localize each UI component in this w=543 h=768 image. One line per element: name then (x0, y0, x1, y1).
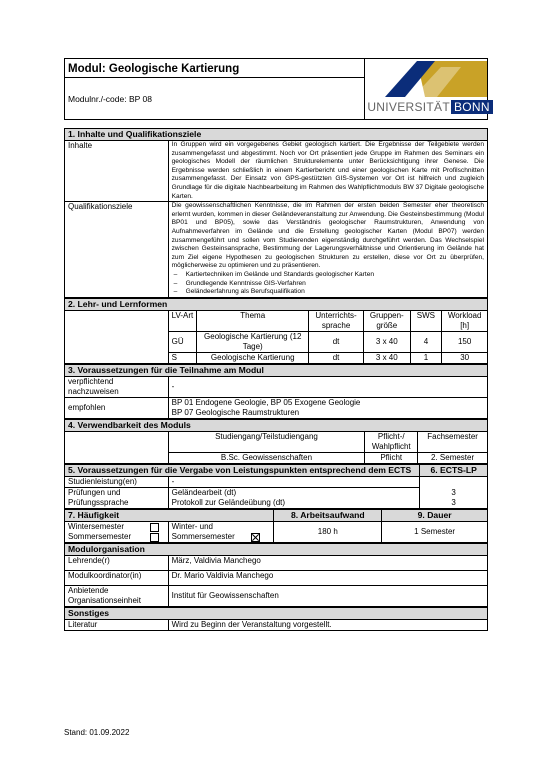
section-8-heading: 8. Arbeitsaufwand (274, 509, 382, 521)
section-3-heading: 3. Voraussetzungen für die Teilnahme am Modul (65, 364, 488, 376)
university-logo (365, 59, 490, 119)
lehrende-label: Lehrende(r) (65, 555, 169, 570)
empfohlen-value: BP 01 Endogene Geologie, BP 05 Exogene Geologie BP 07 Geologische Raumstrukturen (168, 397, 487, 418)
section-5-heading: 5. Voraussetzungen für die Vergabe von Leistungspunkten entsprechend dem ECTS (65, 464, 420, 476)
inhalte-label: Inhalte (65, 141, 169, 202)
literatur-value: Wird zu Beginn der Veranstaltung vorgestellt. (168, 619, 487, 630)
sommersemester-checkbox[interactable] (150, 533, 159, 542)
logo-graphic (365, 59, 488, 99)
col-header-thema: Thema (197, 310, 309, 331)
anbietende-label: Anbietende Organisationseinheit (65, 585, 169, 606)
col-header-gruppe: Gruppen-größe (364, 310, 411, 331)
col-header-sprache: Unterrichts-sprache (309, 310, 364, 331)
qualifikationsziele-text: Die geowissenschaftlichen Kenntnisse, die im Rahmen der ersten beiden Semester eher theoretisch erlernt wurden, kommen in dieser Geländeveranstaltung zur Anwendung. Die Gesteinsbestimmung (Modul BP01 und BP05), sowie das Verständnis geologischer Raumstrukturen, Anwendung von Aufnahmeverfahren im Gelände und die Erstellung geologischer Karten (Modul BP07) werden zusammengeführt und sollen vom Studierenden eigenständig durchgeführt werden. Das Wechselspiel zwischen Gesteinsansprache, Bestimmung der Lagerungsverhältnisse und Orientierung im Gelände hat zum Ziel eigene Hypothesen zu geologischen Strukturen zu erstellen, diese vor Ort zu überprüfen, möglicherweise zu optimieren und zu präsentieren. (171, 202, 484, 270)
col-header-pflicht: Pflicht-/ Wahlpflicht (365, 431, 418, 452)
studienleistung-label: Studienleistung(en) (65, 476, 169, 487)
list-item: – Kartiertechniken im Gelände und Standards geologischer Karten (172, 271, 484, 280)
col-header-studiengang: Studiengang/Teilstudiengang (168, 431, 365, 452)
empfohlen-label: empfohlen (65, 397, 169, 418)
col-header-lv-art: LV-Art (168, 310, 197, 331)
module-description-document (64, 58, 488, 631)
col-header-fachsemester: Fachsemester (418, 431, 488, 452)
section-4-table (64, 419, 488, 464)
semester-options-left: Wintersemester Sommersemester (65, 521, 169, 542)
verpflichtend-label: verpflichtend nachzuweisen (65, 376, 169, 397)
header-table (64, 58, 488, 120)
koordinator-value: Dr. Mario Valdivia Manchego (168, 570, 487, 585)
winter-und-sommersemester-checkbox[interactable] (251, 533, 260, 542)
section-4-heading: 4. Verwendbarkeit des Moduls (65, 419, 488, 431)
code-cell (65, 78, 365, 120)
stand-date: Stand: 01.09.2022 (64, 728, 130, 737)
list-item: – Geländeerfahrung als Berufsqualifikation (172, 288, 484, 297)
section-1-heading: 1. Inhalte und Qualifikationsziele (65, 129, 488, 141)
semester-options-right: Winter- und Sommersemester (168, 521, 274, 542)
col-header-sws: SWS (410, 310, 442, 331)
logo-cell (365, 59, 488, 120)
pruefungen-value: Geländearbeit (dt) Protokoll zur Geländeübung (dt) (168, 487, 420, 508)
section-2-heading: 2. Lehr- und Lernformen (65, 298, 488, 310)
sonstiges-heading: Sonstiges (65, 607, 488, 619)
verwendbarkeit-spacer (65, 431, 169, 463)
ects-values: 3 3 (420, 476, 488, 508)
table-row: GÜ Geologische Kartierung (12 Tage) dt 3 x 40 4 150 (65, 331, 488, 352)
section-7-heading: 7. Häufigkeit (65, 509, 274, 521)
anbietende-value: Institut für Geowissenschaften (168, 585, 487, 606)
koordinator-label: Modulkoordinator(in) (65, 570, 169, 585)
arbeitsaufwand-value: 180 h (274, 521, 382, 542)
verpflichtend-value: - (168, 376, 487, 397)
organisation-heading: Modulorganisation (65, 543, 488, 555)
lehrende-value: März, Valdivia Manchego (168, 555, 487, 570)
table-row: S Geologische Kartierung dt 3 x 40 1 30 (65, 352, 488, 363)
qualifikationsziele-list (172, 271, 484, 297)
literatur-label: Literatur (65, 619, 169, 630)
section-9-heading: 9. Dauer (382, 509, 488, 521)
section-1-table (64, 128, 488, 298)
section-5-table (64, 464, 488, 509)
qualifikationsziele-label: Qualifikationsziele (65, 202, 169, 298)
section-7-table (64, 509, 488, 543)
inhalte-text: In Gruppen wird ein vorgegebenes Gebiet geologisch kartiert. Die Ergebnisse der Teilgebiete werden zusammengefasst und abgestimmt. Noch vor Ort präsentiert jede Gruppe im Rahmen des Seminars ein geologisches Modell der räumlichen Strukturelemente unter Berücksichtigung ihrer Genese. Die Ergebnisse werden schließlich in einem Kartierbericht und einer geologischen Karte mit Profilschnitten zusammengefasst. Der Einsatz von GPS-gestützten GIS-Systemen vor Ort ist hilfreich und zugleich Grundlage für die digitale Nachbearbeitung im Rahmen des Wahlpflichtmoduls BW 37 Digitale geologische Karten. (168, 141, 487, 202)
wintersemester-checkbox[interactable] (150, 523, 159, 532)
title-cell (65, 59, 365, 78)
table-row: B.Sc. Geowissenschaften Pflicht 2. Semester (65, 452, 488, 463)
col-header-workload: Workload [h] (442, 310, 488, 331)
section-3-table (64, 364, 488, 419)
sonstiges-table (64, 607, 488, 631)
logo-text: UNIVERSITÄT BONN (367, 100, 493, 114)
list-item: – Grundlegende Kenntnisse GIS-Verfahren (172, 280, 484, 289)
pruefungen-label: Prüfungen und Prüfungssprache (65, 487, 169, 508)
lehrform-spacer (65, 310, 169, 363)
dauer-value: 1 Semester (382, 521, 488, 542)
module-title: Modul: Geologische Kartierung (68, 63, 240, 76)
studienleistung-value: - (168, 476, 420, 487)
qualifikationsziele-cell (168, 202, 487, 298)
section-2-table (64, 298, 488, 364)
organisation-table (64, 543, 488, 607)
section-6-heading: 6. ECTS-LP (420, 464, 488, 476)
module-code: Modulnr./-code: BP 08 (68, 93, 152, 104)
